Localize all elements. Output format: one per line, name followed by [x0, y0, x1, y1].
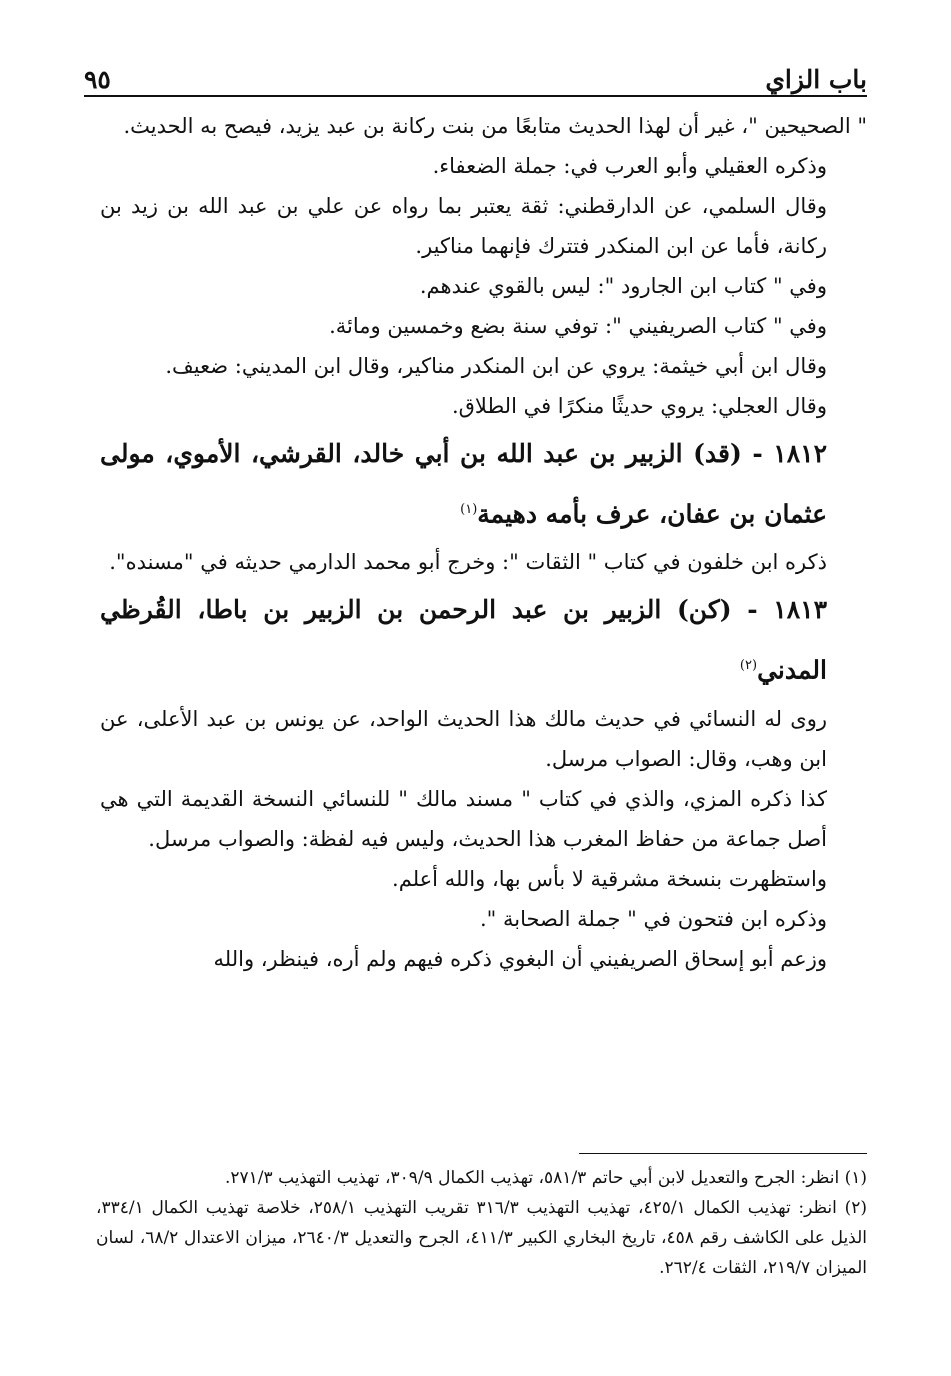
- footnote-marker: (١): [460, 502, 478, 517]
- paragraph: وذكره ابن فتحون في " جملة الصحابة ".: [479, 906, 827, 931]
- entry-heading-1812: [100, 426, 867, 542]
- page-header: [84, 50, 867, 94]
- footnotes: [96, 1163, 867, 1283]
- footnote-marker: (٢): [739, 658, 758, 674]
- paragraph: وفي " كتاب الصريفيني ": توفي سنة بضع وخمسين ومائة.: [329, 314, 827, 338]
- paragraph: وفي " كتاب ابن الجارود ": ليس بالقوي عندهم.: [419, 274, 827, 298]
- footnote: (١) انظر: الجرح والتعديل لابن أبي حاتم ٥٨١/٣، تهذيب الكمال ٣٠٩/٩، تهذيب التهذيب ٢٧١/٣.: [225, 1168, 867, 1188]
- entry-heading-text: ١٨١٣ - (كن) الزبير بن عبد الرحمن بن الزبير بن باطا، القُرظي المدني: [100, 595, 827, 685]
- paragraph: وقال ابن أبي خيثمة: يروي عن ابن المنكدر مناكير، وقال ابن المديني: ضعيف.: [165, 354, 827, 378]
- footnote-divider: [579, 1153, 867, 1154]
- paragraph: روى له النسائي في حديث مالك هذا الحديث الواحد، عن يونس بن عبد الأعلى، عن ابن وهب، وقال: الصواب مرسل.: [100, 706, 827, 771]
- paragraph: وقال السلمي، عن الدارقطني: ثقة يعتبر بما رواه عن علي بن عبد الله بن زيد بن ركانة، فأما عن ابن المنكدر فتترك فإنهما مناكير.: [100, 194, 827, 258]
- main-text: [100, 106, 867, 979]
- paragraph: ذكره ابن خلفون في كتاب " الثقات ": وخرج أبو محمد الدارمي حديثه في "مسنده".: [109, 550, 827, 575]
- paragraph: كذا ذكره المزي، والذي في كتاب " مسند مالك " للنسائي النسخة القديمة التي هي أصل جماعة من حفاظ المغرب هذا الحديث، وليس فيه لفظة: والصواب مرسل.: [100, 786, 827, 851]
- header-divider: [84, 95, 867, 97]
- entry-heading-text: ١٨١٢ - (قد) الزبير بن عبد الله بن أبي خالد، القرشي، الأموي، مولى عثمان بن عفان، عرف بأمه دهيمة: [100, 439, 827, 529]
- paragraph: وذكره العقيلي وأبو العرب في: جملة الضعفاء.: [432, 154, 827, 178]
- section-title: باب الزاي: [765, 65, 867, 94]
- paragraph: واستظهرت بنسخة مشرقية لا بأس بها، والله أعلم.: [392, 866, 827, 891]
- paragraph: وقال العجلي: يروي حديثًا منكرًا في الطلاق.: [451, 394, 827, 418]
- entry-heading-1813: [100, 582, 867, 698]
- footnote: (٢) انظر: تهذيب الكمال ٤٢٥/١، تهذيب التهذيب ٣١٦/٣ تقريب التهذيب ٢٥٨/١، خلاصة تهذيب الكمال ٣٣٤/١، الذيل على الكاشف رقم ٤٥٨، تاريخ البخاري الكبير ٤١١/٣، الجرح والتعديل ٢٦٤٠/٣، ميزان الاعتدال ٦٨/٢، لسان الميزان ٢١٩/٧، الثقات ٢٦٢/٤.: [96, 1198, 868, 1278]
- paragraph: وزعم أبو إسحاق الصريفيني أن البغوي ذكره فيهم ولم أره، فينظر، والله: [213, 946, 827, 971]
- page-number: ٩٥: [84, 65, 111, 94]
- paragraph: " الصحيحين "، غير أن لهذا الحديث متابعًا من بنت ركانة بن عبد يزيد، فيصح به الحديث.: [123, 114, 867, 138]
